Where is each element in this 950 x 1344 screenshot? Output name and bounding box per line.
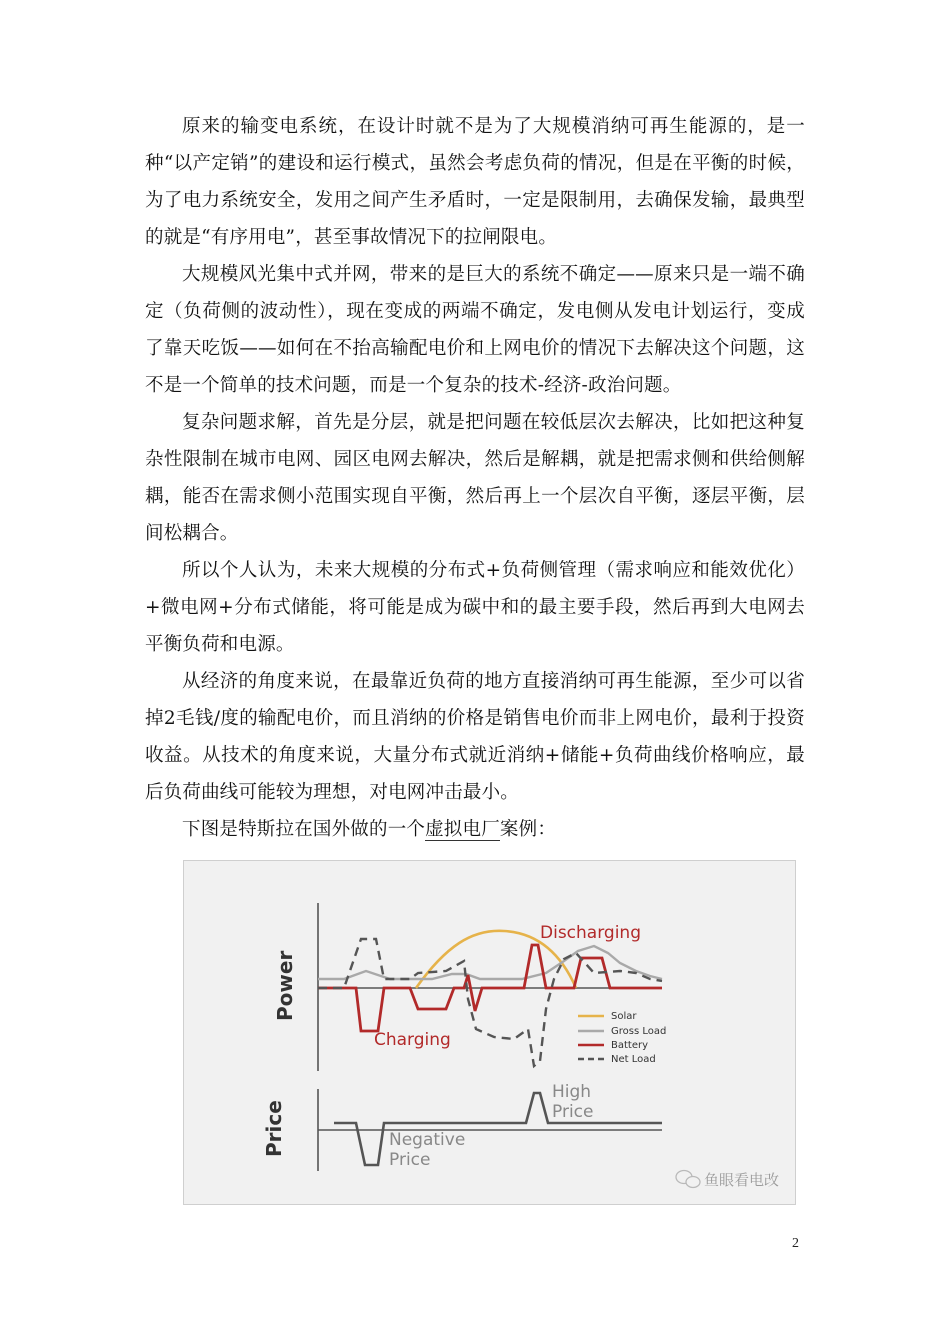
negative-price-label-line1: Negative (389, 1130, 466, 1150)
power-axis-label: Power (273, 950, 297, 1021)
legend-label-battery: Battery (611, 1040, 649, 1051)
virtual-power-plant-link[interactable]: 虚拟电厂 (425, 819, 500, 840)
paragraph-3: 复杂问题求解，首先是分层，就是把问题在较低层次去解决，比如把这种复杂性限制在城市电网、园区电网去解决，然后是解耦，就是把需求侧和供给侧解耦，能否在需求侧小范围实现自平衡，然后再上一个层次自平衡，逐层平衡，层间松耦合。 (145, 412, 805, 544)
discharging-label: Discharging (540, 923, 641, 943)
watermark (676, 1171, 779, 1190)
legend-label-solar: Solar (611, 1011, 637, 1022)
page-number: 2 (792, 1236, 799, 1251)
charging-label: Charging (374, 1030, 451, 1050)
price-curve (334, 1093, 662, 1165)
paragraph-4: 所以个人认为，未来大规模的分布式+负荷侧管理（需求响应和能效优化）+微电网+分布式储能，将可能是成为碳中和的最主要手段，然后再到大电网去平衡负荷和电源。 (145, 560, 805, 655)
figure-svg (184, 861, 795, 1204)
watermark-text: 鱼眼看电改 (704, 1171, 780, 1189)
gross-load-curve (318, 946, 662, 979)
chart-legend (578, 1011, 666, 1065)
negative-price-label-line2: Price (389, 1150, 431, 1170)
virtual-power-plant-figure (183, 860, 796, 1205)
paragraph-2: 大规模风光集中式并网，带来的是巨大的系统不确定——原来只是一端不确定（负荷侧的波动性），现在变成的两端不确定，发电侧从发电计划运行，变成了靠天吃饭——如何在不抬高输配电价和上网电价的情况下去解决这个问题，这不是一个简单的技术问题，而是一个复杂的技术-经济-政治问题。 (145, 264, 805, 396)
paragraph-1: 原来的输变电系统，在设计时就不是为了大规模消纳可再生能源的，是一种“以产定销”的建设和运行模式，虽然会考虑负荷的情况，但是在平衡的时候，为了电力系统安全，发用之间产生矛盾时，一定是限制用，去确保发输，最典型的就是“有序用电”，甚至事故情况下的拉闸限电。 (145, 116, 805, 248)
document-body (145, 108, 805, 848)
legend-label-gross-load: Gross Load (611, 1026, 667, 1037)
high-price-label-line1: High (552, 1082, 592, 1102)
wechat-icon (676, 1171, 700, 1188)
price-axis-label: Price (262, 1100, 286, 1157)
figure-intro-after: 案例： (499, 819, 557, 840)
high-price-label-line2: Price (552, 1102, 594, 1122)
figure-intro-before: 下图是特斯拉在国外做的一个 (182, 819, 426, 840)
figure-intro (145, 811, 805, 848)
legend-label-net-load: Net Load (611, 1054, 656, 1065)
paragraph-5: 从经济的角度来说，在最靠近负荷的地方直接消纳可再生能源，至少可以省掉2毛钱/度的输配电价，而且消纳的价格是销售电价而非上网电价，最利于投资收益。从技术的角度来说，大量分布式就近消纳+储能+负荷曲线价格响应，最后负荷曲线可能较为理想，对电网冲击最小。 (145, 671, 805, 803)
